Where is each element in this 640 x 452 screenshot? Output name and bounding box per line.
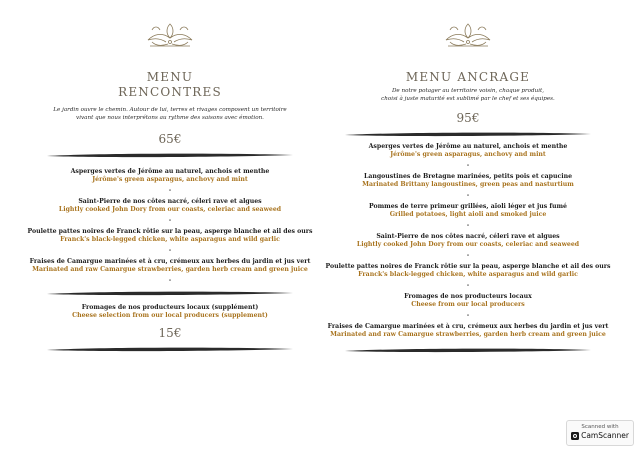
dish-name-fr: Poulette pattes noires de Franck rôtie sur la peau, asperge blanche et ail des ours bbox=[325, 263, 611, 270]
menu-title-line2: RENCONTRES bbox=[118, 85, 222, 99]
dish-name-en: Jérôme's green asparagus, anchovy and mint bbox=[390, 151, 546, 158]
dish-separator: - bbox=[466, 162, 470, 169]
dish-separator: - bbox=[466, 312, 470, 319]
list-item bbox=[20, 258, 320, 274]
dish-name-en: Jérôme's green asparagus, anchovy and mint bbox=[92, 176, 248, 183]
dish-separator: - bbox=[168, 247, 172, 254]
intro-line: Le jardin ouvre le chemin. Autour de lui, terres et rivages composent un territoire bbox=[53, 107, 287, 113]
menu-price: 95€ bbox=[456, 111, 480, 125]
brush-divider bbox=[45, 288, 295, 298]
brush-divider bbox=[343, 129, 593, 139]
dish-name-en: Marinated Brittany langoustines, green peas and nasturtium bbox=[362, 181, 574, 188]
dish-name-fr: Fromages de nos producteurs locaux (supplément) bbox=[81, 304, 259, 311]
dish-name-fr: Pommes de terre primeur grillées, aïoli léger et jus fumé bbox=[368, 203, 567, 210]
dish-name-fr: Poulette pattes noires de Franck rôtie sur la peau, asperge blanche et ail des ours bbox=[27, 228, 313, 235]
list-item bbox=[20, 198, 320, 214]
supplement-item bbox=[20, 304, 320, 320]
dish-separator: - bbox=[466, 282, 470, 289]
dish-name-en: Lightly cooked John Dory from our coasts, celeriac and seaweed bbox=[356, 241, 580, 248]
camscanner-logo bbox=[567, 431, 633, 441]
list-item bbox=[318, 263, 618, 279]
list-item bbox=[20, 228, 320, 244]
dish-name-en: Marinated and raw Camargue strawberries, garden herb cream and green juice bbox=[32, 266, 308, 273]
brush-divider bbox=[45, 150, 295, 160]
menu-ancrage bbox=[318, 0, 618, 355]
dish-separator: - bbox=[168, 187, 172, 194]
dish-name-fr: Asperges vertes de Jérôme au naturel, anchois et menthe bbox=[368, 143, 568, 150]
dish-name-fr: Fraises de Camargue marinées et à cru, crémeux aux herbes du jardin et jus vert bbox=[29, 258, 311, 265]
menu-rencontres bbox=[20, 0, 320, 354]
dish-separator: - bbox=[168, 217, 172, 224]
camscanner-logo-icon bbox=[571, 432, 579, 440]
menu-intro bbox=[45, 106, 295, 122]
dish-separator: - bbox=[168, 277, 172, 284]
list-item bbox=[318, 323, 618, 339]
list-item bbox=[318, 233, 618, 249]
dish-name-fr: Langoustines de Bretagne marinées, petits pois et capucine bbox=[363, 173, 573, 180]
dish-name-en: Lightly cooked John Dory from our coasts, celeriac and seaweed bbox=[58, 206, 282, 213]
dish-name-fr: Saint-Pierre de nos côtes nacré, céleri rave et algues bbox=[376, 233, 560, 240]
list-item bbox=[20, 168, 320, 184]
floral-ornament-icon bbox=[142, 22, 198, 48]
intro-line: choisi à juste maturité est sublimé par le chef et ses équipes. bbox=[381, 96, 555, 102]
dish-list bbox=[318, 143, 618, 339]
dish-list bbox=[20, 168, 320, 284]
menu-intro bbox=[343, 87, 593, 103]
brush-divider bbox=[343, 345, 593, 355]
dish-name-fr: Asperges vertes de Jérôme au naturel, anchois et menthe bbox=[70, 168, 270, 175]
camscanner-name: CamScanner bbox=[581, 431, 629, 440]
dish-name-fr: Fromages de nos producteurs locaux bbox=[404, 293, 532, 300]
dish-name-fr: Fraises de Camargue marinées et à cru, crémeux aux herbes du jardin et jus vert bbox=[327, 323, 609, 330]
dish-name-en: Marinated and raw Camargue strawberries, garden herb cream and green juice bbox=[330, 331, 606, 338]
supplement-price: 15€ bbox=[158, 326, 182, 340]
list-item bbox=[318, 173, 618, 189]
menu-price: 65€ bbox=[158, 132, 182, 146]
intro-line: De notre potager au territoire voisin, chaque produit, bbox=[391, 88, 545, 94]
dish-name-en: Franck's black-legged chicken, white asparagus and wild garlic bbox=[358, 271, 578, 278]
dish-name-en: Grilled potatoes, light aioli and smoked juice bbox=[389, 211, 547, 218]
brush-divider bbox=[45, 344, 295, 354]
floral-ornament-icon bbox=[440, 22, 496, 48]
dish-name-en: Cheese selection from our local producers (supplement) bbox=[72, 312, 268, 319]
list-item bbox=[318, 203, 618, 219]
list-item bbox=[318, 143, 618, 159]
dish-separator: - bbox=[466, 252, 470, 259]
dish-name-fr: Saint-Pierre de nos côtes nacré, céleri rave et algues bbox=[78, 198, 262, 205]
menu-title: MENU ANCRAGE bbox=[405, 70, 531, 84]
intro-line: vivant que nous interprétons au rythme des saisons avec émotion. bbox=[76, 115, 264, 121]
list-item bbox=[318, 293, 618, 309]
dish-separator: - bbox=[466, 222, 470, 229]
scanned-with-label: Scanned with bbox=[581, 424, 619, 430]
dish-name-en: Cheese from our local producers bbox=[411, 301, 525, 308]
camscanner-watermark bbox=[566, 420, 634, 446]
dish-separator: - bbox=[466, 192, 470, 199]
dish-name-en: Franck's black-legged chicken, white asparagus and wild garlic bbox=[60, 236, 280, 243]
menu-title-line1: MENU bbox=[146, 70, 194, 84]
